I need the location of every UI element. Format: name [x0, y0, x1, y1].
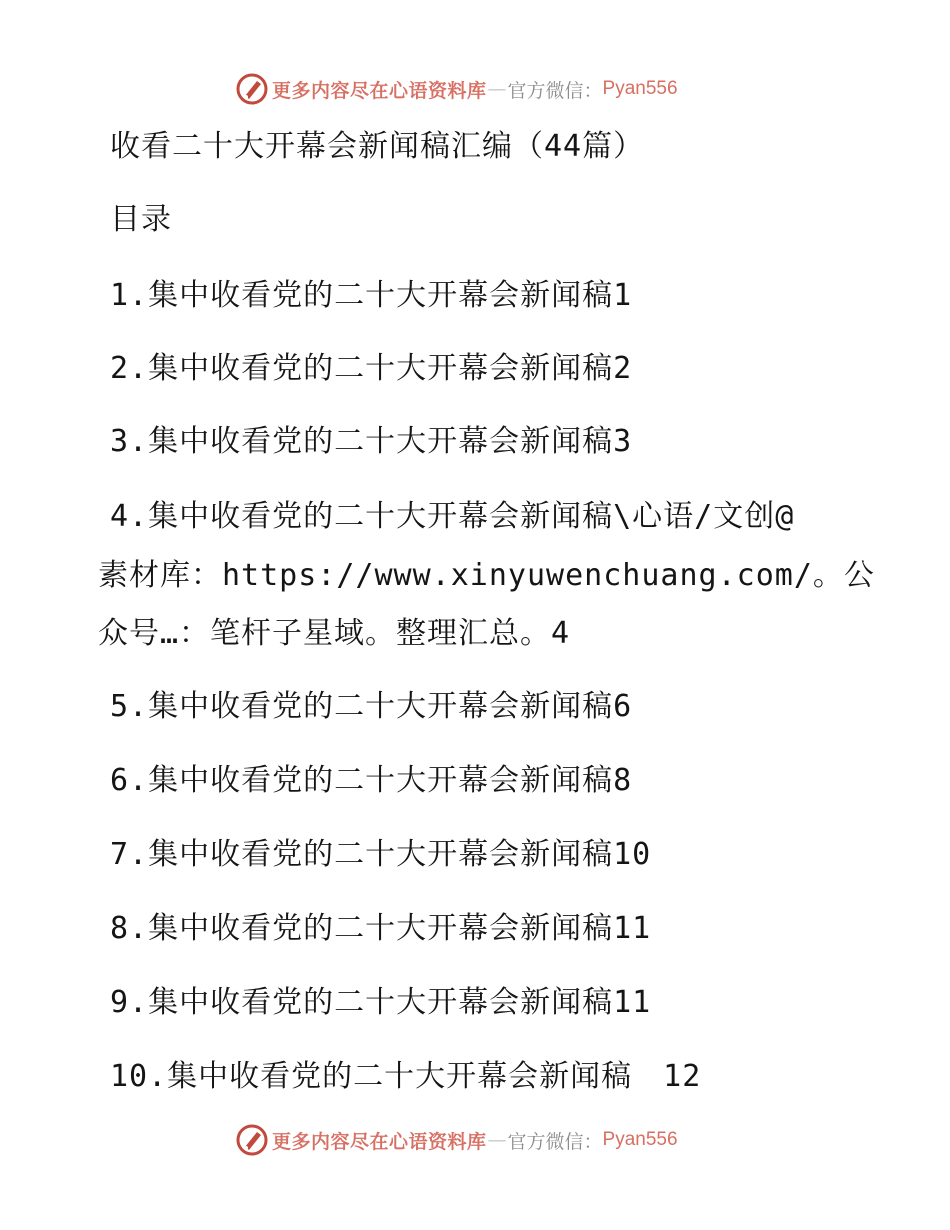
- pen-logo-icon: [236, 73, 268, 105]
- banner-text: 更多内容尽在心语资料库: [272, 79, 487, 102]
- toc-item-continuation: 众号…：笔杆子星域。整理汇总。4: [98, 616, 571, 651]
- banner-dash: —: [487, 1129, 507, 1151]
- document-title: 收看二十大开幕会新闻稿汇编（44篇）: [110, 129, 645, 164]
- toc-heading: 目录: [110, 202, 172, 237]
- banner-wechat-id: Pyan556: [602, 78, 678, 99]
- toc-item: 7.集中收看党的二十大开幕会新闻稿10: [110, 837, 652, 872]
- banner-official-label: 官方微信：: [507, 1130, 603, 1153]
- footer-banner: [236, 1123, 678, 1157]
- toc-item: 4.集中收看党的二十大开幕会新闻稿\心语/文创@: [110, 499, 795, 534]
- pen-logo-icon: [236, 1124, 268, 1156]
- toc-item-continuation: 素材库：https://www.xinyuwenchuang.com/。公: [98, 558, 875, 593]
- toc-item: 1.集中收看党的二十大开幕会新闻稿1: [110, 278, 633, 313]
- banner-official-label: 官方微信：: [507, 79, 603, 102]
- toc-item: 3.集中收看党的二十大开幕会新闻稿3: [110, 424, 633, 459]
- toc-item: 6.集中收看党的二十大开幕会新闻稿8: [110, 763, 633, 798]
- banner-text: 更多内容尽在心语资料库: [272, 1130, 487, 1153]
- toc-item: 9.集中收看党的二十大开幕会新闻稿11: [110, 985, 652, 1020]
- toc-item: 8.集中收看党的二十大开幕会新闻稿11: [110, 911, 652, 946]
- toc-item: 10.集中收看党的二十大开幕会新闻稿 12: [110, 1059, 702, 1094]
- header-banner: [236, 72, 678, 106]
- banner-dash: —: [487, 78, 507, 100]
- toc-item: 5.集中收看党的二十大开幕会新闻稿6: [110, 689, 633, 724]
- banner-wechat-id: Pyan556: [602, 1129, 678, 1150]
- toc-item: 2.集中收看党的二十大开幕会新闻稿2: [110, 351, 633, 386]
